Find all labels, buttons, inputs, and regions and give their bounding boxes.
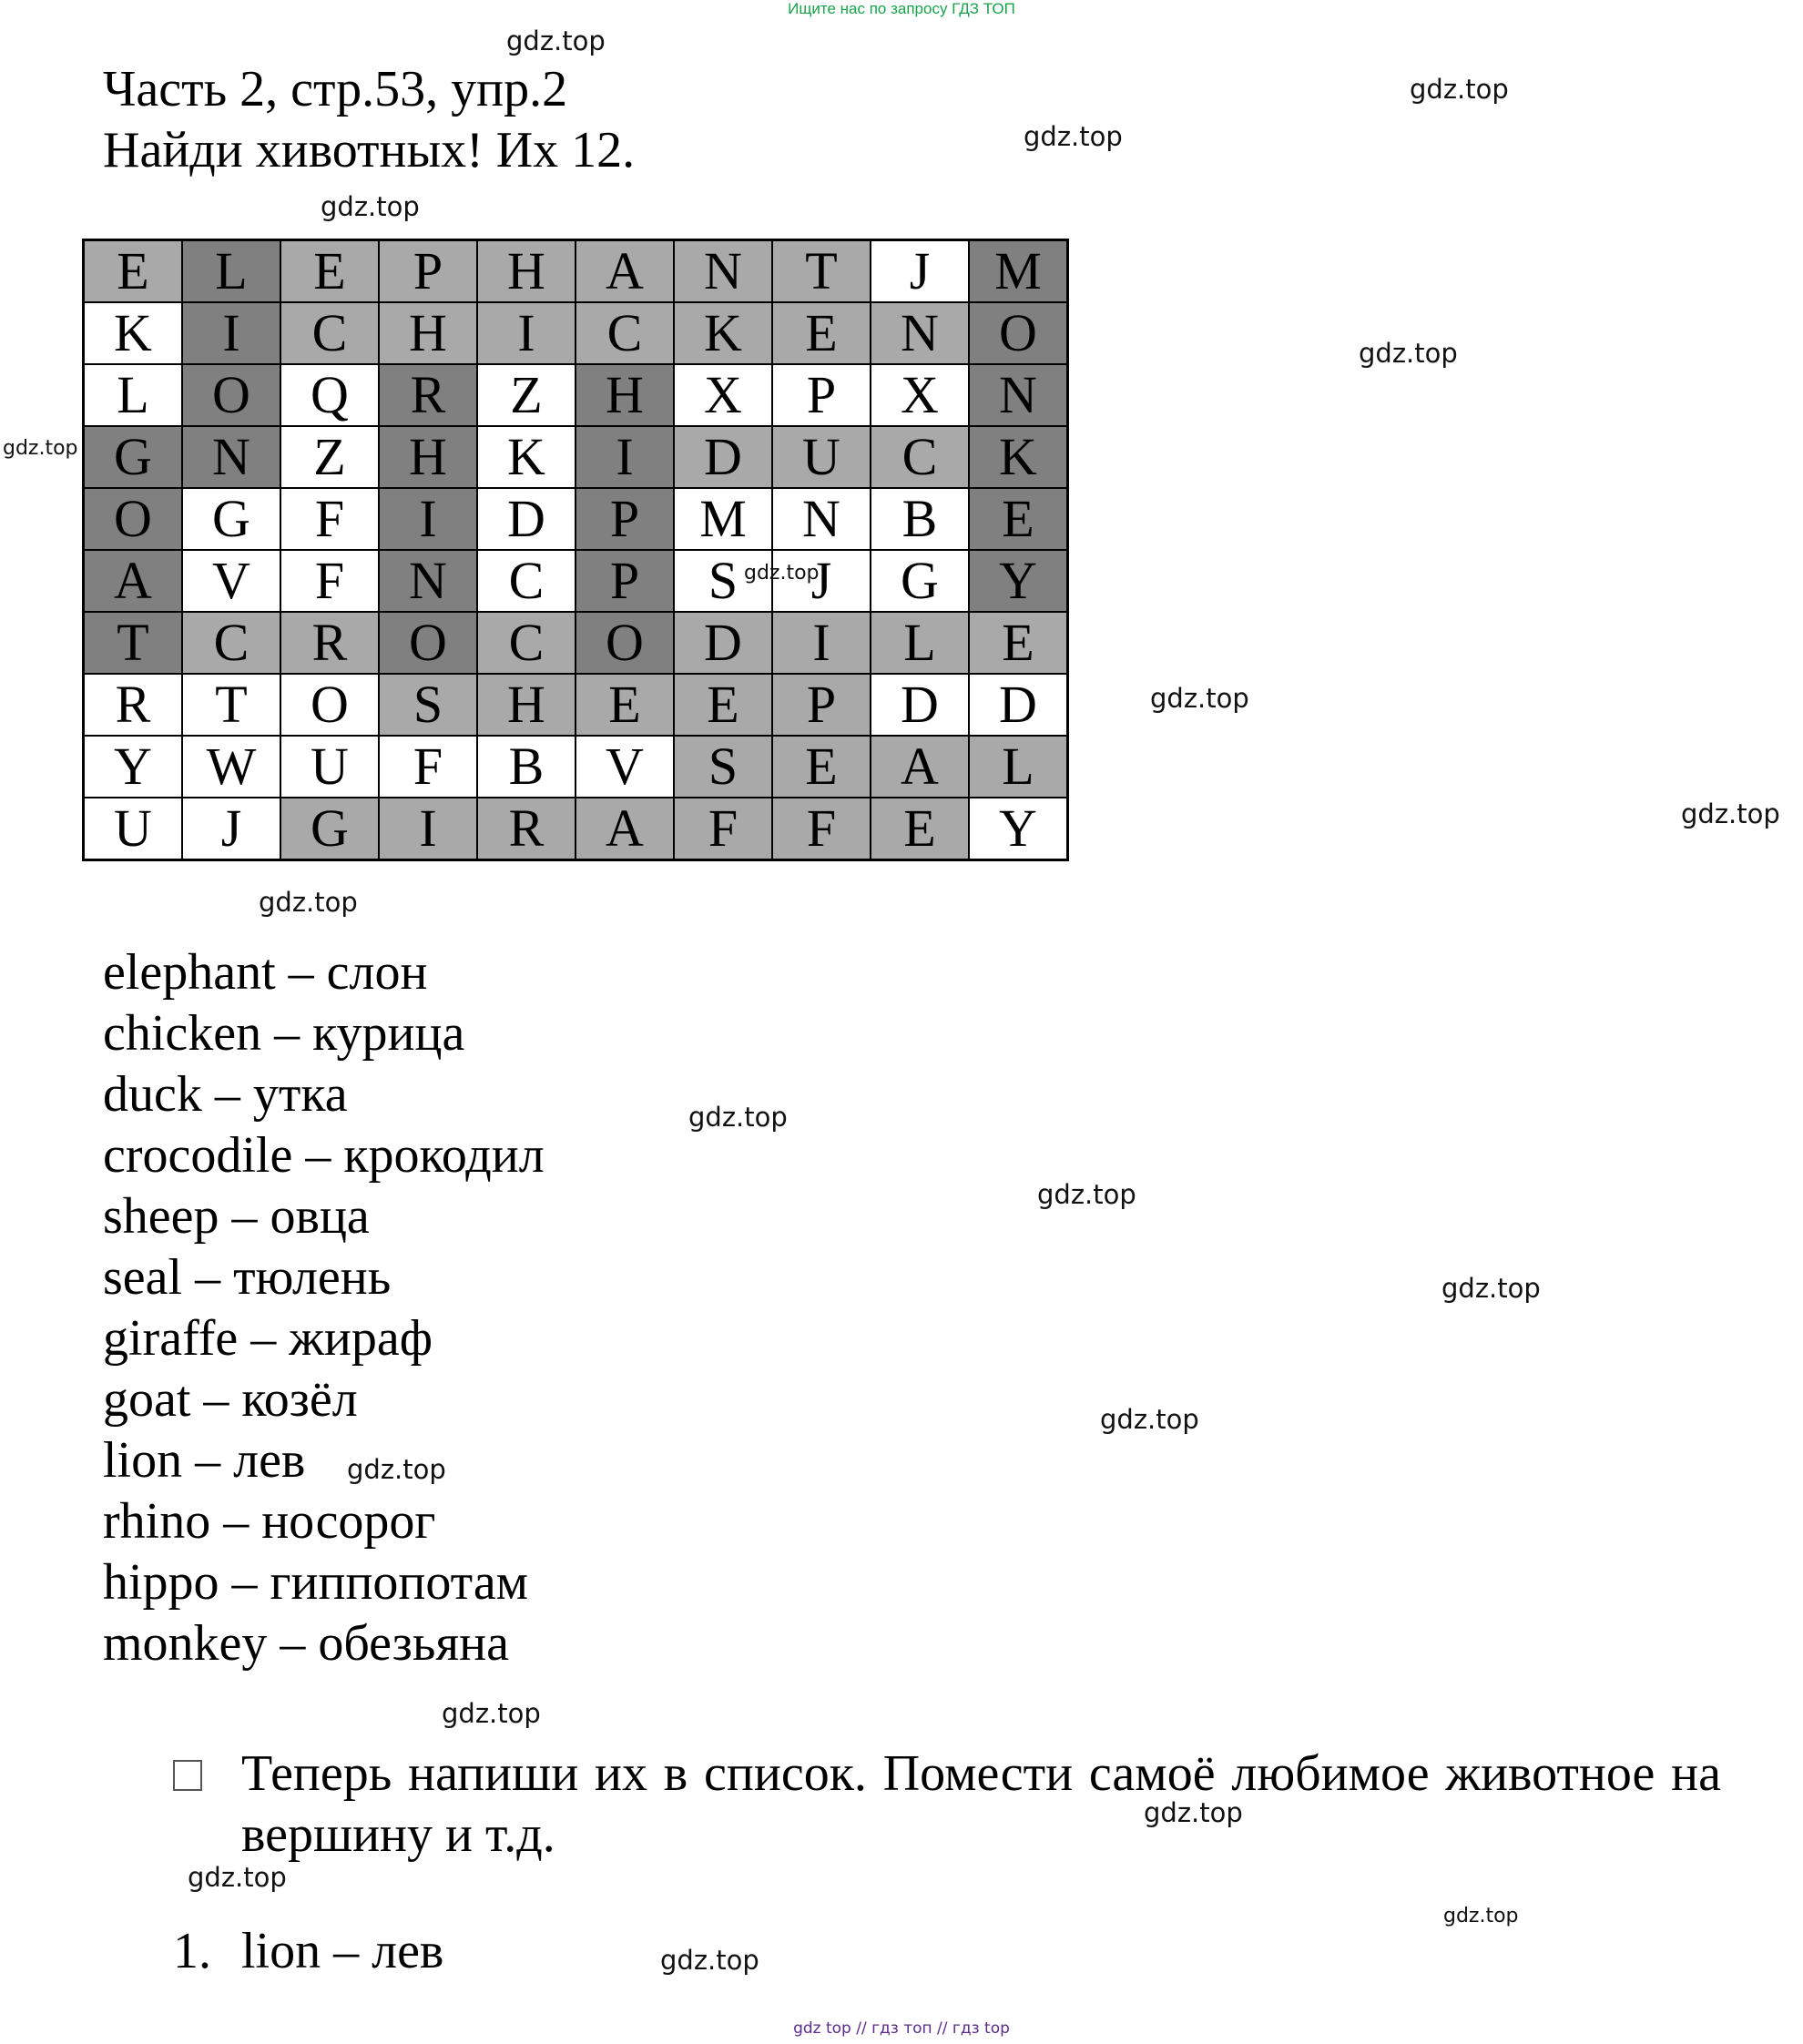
grid-cell: U [84, 798, 183, 860]
grid-cell: T [182, 674, 280, 736]
grid-cell: N [871, 302, 969, 364]
grid-cell: L [182, 240, 280, 303]
grid-cell: F [280, 550, 379, 612]
answer-item [173, 1921, 443, 1982]
grid-cell: K [84, 302, 183, 364]
grid-cell: E [772, 736, 871, 798]
grid-cell: R [379, 364, 477, 426]
watermark: gdz.top [442, 1698, 541, 1729]
grid-cell: M [674, 488, 772, 550]
grid-cell: N [182, 426, 280, 488]
grid-cell: E [772, 302, 871, 364]
watermark: gdz.top [506, 25, 606, 56]
grid-cell: C [280, 302, 379, 364]
grid-cell: K [477, 426, 576, 488]
grid-row [84, 302, 1068, 364]
grid-cell: S [674, 736, 772, 798]
vocab-item: duck – утка [103, 1066, 348, 1123]
grid-cell: A [576, 798, 674, 860]
grid-cell: X [674, 364, 772, 426]
grid-cell: R [84, 674, 183, 736]
watermark: gdz.top [188, 1862, 287, 1893]
grid-cell: N [772, 488, 871, 550]
grid-cell: R [477, 798, 576, 860]
watermark: gdz.top [1441, 1273, 1541, 1304]
grid-row [84, 240, 1068, 303]
grid-cell: J [182, 798, 280, 860]
grid-cell: C [576, 302, 674, 364]
watermark: gdz.top [660, 1945, 759, 1976]
grid-cell: C [477, 612, 576, 674]
grid-row [84, 550, 1068, 612]
watermark: gdz.top [1100, 1404, 1199, 1435]
grid-cell: H [379, 426, 477, 488]
grid-cell: N [674, 240, 772, 303]
grid-cell: K [969, 426, 1068, 488]
watermark: gdz.top [1359, 338, 1458, 369]
grid-cell: A [84, 550, 183, 612]
vocab-item: crocodile – крокодил [103, 1127, 545, 1184]
grid-cell: G [182, 488, 280, 550]
vocab-item: chicken – курица [103, 1005, 465, 1062]
grid-cell: O [969, 302, 1068, 364]
vocab-item: sheep – овца [103, 1188, 370, 1245]
task-instruction [173, 1744, 1721, 1866]
watermark: gdz.top [259, 887, 358, 918]
vocabulary-list [103, 942, 545, 1674]
watermark: gdz.top [1144, 1797, 1243, 1828]
grid-cell: Y [969, 550, 1068, 612]
grid-cell: C [182, 612, 280, 674]
vocab-item: elephant – слон [103, 944, 428, 1001]
grid-cell: V [182, 550, 280, 612]
bullet-box-icon [173, 1760, 202, 1791]
task-subtitle: Найди хивотных! Их 12. [103, 122, 636, 178]
grid-cell: L [871, 612, 969, 674]
top-banner: Ищите нас по запросу ГДЗ ТОП [788, 0, 1015, 17]
grid-cell: D [969, 674, 1068, 736]
grid-cell: Z [477, 364, 576, 426]
grid-cell: E [871, 798, 969, 860]
grid-cell: V [576, 736, 674, 798]
grid-cell: L [969, 736, 1068, 798]
watermark: gdz.top [1410, 74, 1509, 105]
watermark: gdz.top [347, 1454, 446, 1485]
grid-cell: E [969, 488, 1068, 550]
vocab-item: monkey – обезьяна [103, 1615, 509, 1672]
grid-cell: O [84, 488, 183, 550]
grid-cell: E [576, 674, 674, 736]
watermark: gdz.top [1024, 121, 1123, 152]
grid-row [84, 798, 1068, 860]
watermark: gdz.top [1150, 683, 1249, 714]
footer: gdz top // гдз топ // гдз top [793, 2019, 1010, 2038]
answer-text: lion – лев [241, 1923, 444, 1979]
grid-cell: M [969, 240, 1068, 303]
grid-cell: E [280, 240, 379, 303]
grid-cell: U [280, 736, 379, 798]
grid-cell: R [280, 612, 379, 674]
watermark: gdz.top [1443, 1905, 1519, 1927]
grid-cell: D [674, 612, 772, 674]
grid-cell: S [674, 550, 772, 612]
grid-cell: F [280, 488, 379, 550]
grid-cell: H [576, 364, 674, 426]
watermark: gdz.top [688, 1102, 788, 1133]
grid-cell: B [477, 736, 576, 798]
watermark: gdz.top [1037, 1179, 1136, 1210]
grid-cell: T [84, 612, 183, 674]
grid-cell: U [772, 426, 871, 488]
grid-cell: O [576, 612, 674, 674]
grid-cell: I [182, 302, 280, 364]
grid-cell: T [772, 240, 871, 303]
page-title: Часть 2, стр.53, упр.2 [103, 61, 568, 117]
grid-cell: W [182, 736, 280, 798]
grid-row [84, 674, 1068, 736]
vocab-item: seal – тюлень [103, 1249, 392, 1306]
grid-cell: P [576, 550, 674, 612]
grid-cell: E [969, 612, 1068, 674]
grid-cell: C [477, 550, 576, 612]
grid-cell: Z [280, 426, 379, 488]
grid-cell: J [871, 240, 969, 303]
grid-row [84, 736, 1068, 798]
grid-cell: P [772, 364, 871, 426]
grid-cell: O [182, 364, 280, 426]
grid-cell: N [969, 364, 1068, 426]
watermark: gdz.top [321, 191, 420, 222]
vocab-item: rhino – носорог [103, 1493, 436, 1550]
grid-cell: I [772, 612, 871, 674]
grid-cell: I [379, 798, 477, 860]
grid-cell: E [84, 240, 183, 303]
grid-cell: L [84, 364, 183, 426]
grid-row [84, 426, 1068, 488]
grid-cell: H [379, 302, 477, 364]
grid-cell: A [576, 240, 674, 303]
grid-cell: S [379, 674, 477, 736]
vocab-item: hippo – гиппопотам [103, 1554, 529, 1611]
grid-cell: G [871, 550, 969, 612]
grid-cell: H [477, 674, 576, 736]
watermark: gdz.top [1681, 798, 1780, 829]
grid-cell: D [674, 426, 772, 488]
grid-row [84, 612, 1068, 674]
grid-cell: Y [969, 798, 1068, 860]
grid-cell: G [280, 798, 379, 860]
grid-cell: G [84, 426, 183, 488]
grid-row [84, 364, 1068, 426]
grid-cell: P [379, 240, 477, 303]
grid-cell: D [477, 488, 576, 550]
grid-cell: B [871, 488, 969, 550]
grid-cell: H [477, 240, 576, 303]
vocab-item: giraffe – жираф [103, 1310, 433, 1367]
grid-cell: P [576, 488, 674, 550]
task-text: Теперь напиши их в список. Помести самоё любимое животное на вершину и т.д. [241, 1745, 1721, 1863]
grid-cell: F [379, 736, 477, 798]
grid-cell: I [379, 488, 477, 550]
watermark: gdz.top [744, 562, 820, 585]
grid-cell: K [674, 302, 772, 364]
grid-cell: F [772, 798, 871, 860]
grid-cell: O [379, 612, 477, 674]
grid-cell: N [379, 550, 477, 612]
grid-cell: P [772, 674, 871, 736]
grid-cell: I [477, 302, 576, 364]
grid-cell: X [871, 364, 969, 426]
grid-cell: Q [280, 364, 379, 426]
grid-cell: C [871, 426, 969, 488]
vocab-item: lion – лев [103, 1432, 306, 1489]
answer-number: 1. [173, 1923, 211, 1979]
grid-cell: F [674, 798, 772, 860]
grid-cell: J [772, 550, 871, 612]
grid-cell: D [871, 674, 969, 736]
watermark: gdz.top [3, 437, 78, 460]
grid-cell: E [674, 674, 772, 736]
grid-cell: A [871, 736, 969, 798]
word-search-grid [82, 239, 1069, 861]
grid-cell: O [280, 674, 379, 736]
grid-cell: I [576, 426, 674, 488]
grid-row [84, 488, 1068, 550]
grid-cell: Y [84, 736, 183, 798]
vocab-item: goat – козёл [103, 1371, 358, 1428]
